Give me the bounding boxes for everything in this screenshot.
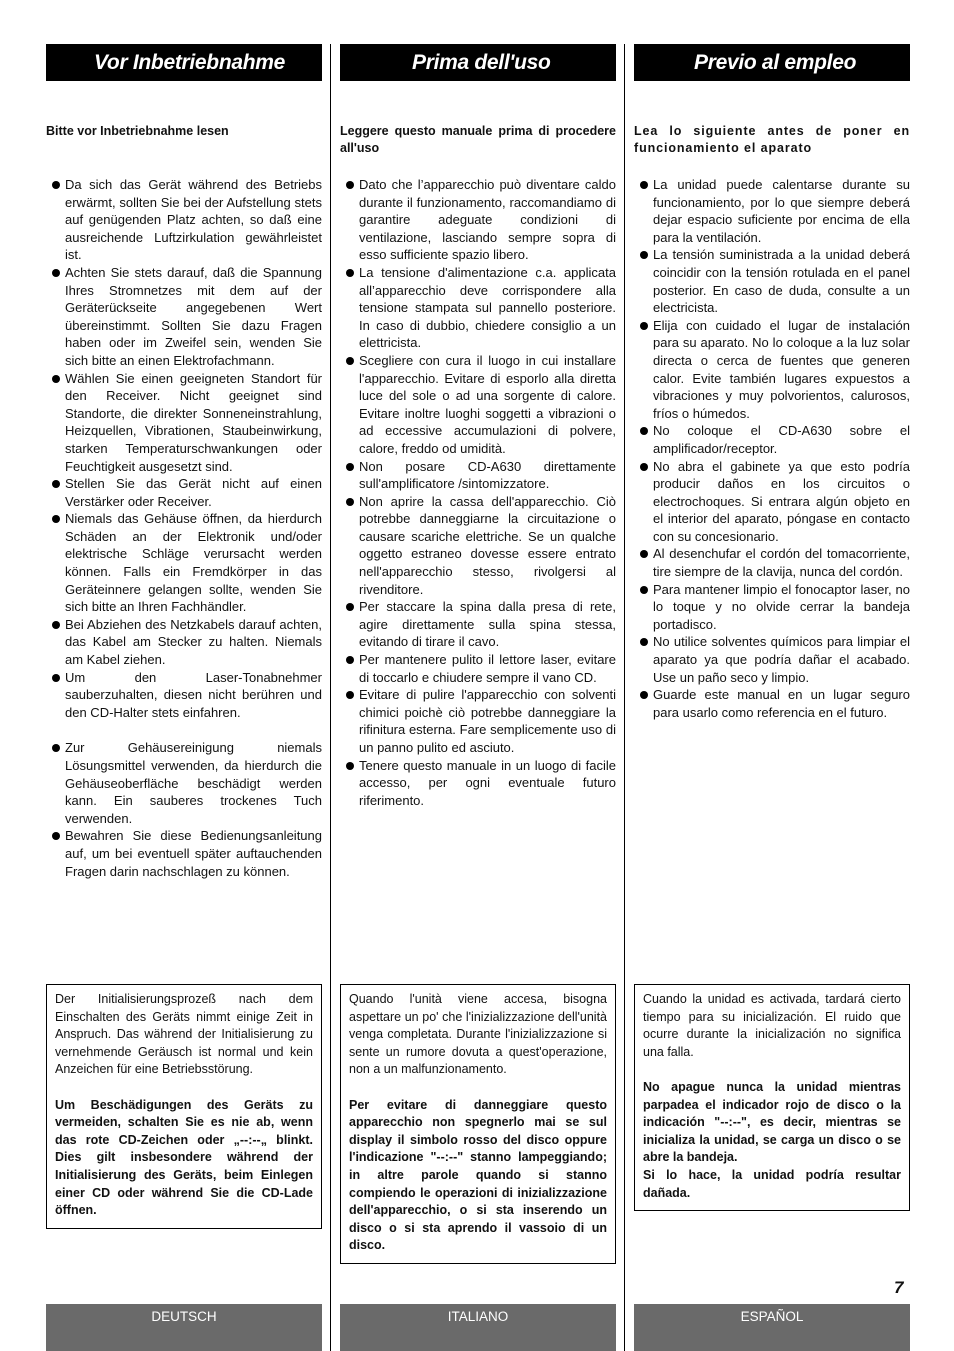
list-item: No coloque el CD-A630 sobre el amplificador/receptor. [634,422,910,457]
bullet-icon [640,586,648,594]
bullet-icon [640,638,648,646]
bullet-icon [640,251,648,259]
note-text: Der Initialisierungsprozeß nach dem Einschalten des Geräts nimmt einige Zeit in Anspruch. Das während der Initialisierung zu vernehmende Geräusch ist normal und kein Anzeichen für eine Betriebsstörung. [55,992,313,1077]
bullet-icon [346,357,354,365]
list-item: Non aprire la cassa dell'apparecchio. Ciò potrebbe danneggiarne la circuitazione o causare scariche elettriche. Se un qualche oggetto estraneo dovesse essere entrato nell'apparecchio stesso, rivolgersi al rivenditore. [340,493,616,599]
language-tab-italiano: ITALIANO [340,1304,616,1351]
list-item: Non posare CD-A630 direttamente sull'amplificatore /sintomizzatore. [340,458,616,493]
list-item: Scegliere con cura il luogo in cui installare l'apparecchio. Evitare di esporlo alla diretta luce del sole o ad una sorgente di calore. Evitare inoltre luoghi soggetti a vibrazioni o ad eccessive accumulazioni di polvere, calore, freddo od umidità. [340,352,616,458]
note-warning-extra: Si lo hace, la unidad podría resultar dañada. [643,1167,901,1200]
list-item: Per staccare la spina dalla presa di rete, agire direttamente sulla spina stessa, evitando di tirare il cavo. [340,598,616,651]
section-subheading: Lea lo siguiente antes de poner en funcionamiento el aparato [634,124,910,155]
section-subheading: Bitte vor Inbetriebnahme lesen [46,124,229,138]
bullet-icon [346,691,354,699]
column-spanish [634,44,910,721]
initialization-note-box [46,984,322,1229]
bullet-icon [52,832,60,840]
initialization-note-box [340,984,616,1264]
bullet-icon [52,744,60,752]
list-item: Zur Gehäusereinigung niemals Lösungsmittel verwenden, da hierdurch die Gehäuseoberfläche beschädigt werden kann. Ein sauberes trockenes Tuch verwenden. [46,739,322,827]
note-text: Quando l'unità viene accesa, bisogna aspettare un po' che l'inizializzazione dell'unità venga completata. Durante l'inizializzazione si sente un rumore dovuta a quest'operazione, non a un malfunzionamento. [349,992,607,1077]
bullet-icon [640,550,648,558]
bullet-icon [346,603,354,611]
bullet-icon [52,515,60,523]
bullet-list [46,176,322,880]
column-divider [624,44,625,1351]
bullet-icon [640,691,648,699]
note-warning: Per evitare di danneggiare questo apparecchio non spegnerlo mai se sul display il simbolo rosso del disco oppure l'indicazione "--:--" stanno lampeggiando; in altre parole quando si stanno compiendo le operazioni di inizializzazione dell'apparecchio, o si sta inserendo un disco o si sta aprendo il vassoio di un disco. [349,1097,607,1253]
list-item: La tensión suministrada a la unidad deberá coincidir con la tensión rotulada en el panel posterior. En caso de duda, consulte a un electricista. [634,246,910,316]
column-divider [330,44,331,1351]
list-item: Da sich das Gerät während des Betriebs erwärmt, sollten Sie bei der Aufstellung stets auf genügenden Platz achten, so daß eine ausreichende Luftzirkulation gewährleistet ist. [46,176,322,264]
page-number: 7 [894,1278,904,1297]
list-item: No abra el gabinete ya que esto podría producir daños en los circuitos o electrochoques. Si entrara algún objeto en el interior del aparato, póngase en contacto con su concesionario. [634,458,910,546]
list-item: Niemals das Gehäuse öffnen, da hierdurch Schäden an der Elektronik und/oder elektrische Schläge verursacht werden können. Falls ein Fremdkörper in das Geräteinnere gelangen sollte, wenden Sie sich bitte an Ihren Fachhändler. [46,510,322,616]
bullet-icon [52,674,60,682]
list-item: La tensione d'alimentazione c.a. applicata all’apparecchio deve corrispondere alla tensione stampata sul pannello posteriore. In caso di dubbio, chiedere consiglio a un elettricista. [340,264,616,352]
list-item: No utilice solventes químicos para limpiar el aparato ya que podría dañar el acabado. Use un paño seco y limpio. [634,633,910,686]
bullet-icon [640,322,648,330]
bullet-icon [640,181,648,189]
bullet-icon [346,181,354,189]
bullet-icon [346,656,354,664]
list-item: La unidad puede calentarse durante su funcionamiento, por lo que siempre deberá dejar espacio suficiente por encima de ella para la ventilación. [634,176,910,246]
list-item: Para mantener limpio el fonocaptor laser, no lo toque y no olvide cerrar la bandeja portadisco. [634,581,910,634]
initialization-note-box [634,984,910,1211]
list-item: Evitare di pulire l'apparecchio con solventi chimici poichè ciò potrebbe danneggiare la rifinitura esterna. Fare semplicemente uso di un panno pulito ed asciuto. [340,686,616,756]
bullet-icon [346,463,354,471]
section-title: Previo al empleo [634,44,910,81]
bullet-list [340,176,616,809]
list-item: Bewahren Sie diese Bedienungsanleitung auf, um bei eventuell später auftauchenden Fragen darin nachschlagen zu können. [46,827,322,880]
bullet-icon [52,480,60,488]
bullet-icon [640,427,648,435]
list-item: Elija con cuidado el lugar de instalación para su aparato. No lo coloque a la luz solar directa o cerca de fuentes que generen calor. Evite también lugares expuestos a vibraciones y muy polvorientos, calurosos, fríos o húmedos. [634,317,910,423]
section-title: Prima dell'uso [340,44,616,81]
bullet-icon [346,269,354,277]
bullet-icon [346,762,354,770]
bullet-icon [52,375,60,383]
language-tab-espanol: ESPAÑOL [634,1304,910,1351]
note-warning: No apague nunca la unidad mientras parpadea el indicador rojo de disco o la indicación "--:--", es decir, mientras se inicializa la unidad, se carga un disco o se abre la bandeja. [643,1079,901,1165]
bullet-icon [640,463,648,471]
column-german [46,44,322,880]
list-item: Guarde este manual en un lugar seguro para usarlo como referencia en el futuro. [634,686,910,721]
note-text: Cuando la unidad es activada, tardará cierto tiempo para su inicialización. El ruido que ocurre durante la inicialización no significa una falla. [643,992,901,1059]
list-item: Um den Laser-Tonabnehmer sauberzuhalten, diesen nicht berühren und den CD-Halter stets einfahren. [46,669,322,722]
column-italian [340,44,616,809]
bullet-icon [52,269,60,277]
section-subheading: Leggere questo manuale prima di procedere all'uso [340,124,616,155]
list-item: Stellen Sie das Gerät nicht auf einen Verstärker oder Receiver. [46,475,322,510]
section-title: Vor Inbetriebnahme [46,44,322,81]
language-tab-deutsch: DEUTSCH [46,1304,322,1351]
note-warning: Um Beschädigungen des Geräts zu vermeiden, schalten Sie es nie ab, wenn das rote CD-Zeichen oder „--:--„ blinkt. Dies gilt insbesondere während der Initialisierung des Geräts, beim Einlegen einer CD oder während Sie die CD-Lade öffnen. [55,1097,313,1218]
list-item: Dato che l’apparecchio può diventare caldo durante il funzionamento, raccomandiamo di garantire adeguate condizioni di ventilazione, lasciando sempre sopra di esso sufficiente spazio libero. [340,176,616,264]
list-item: Al desenchufar el cordón del tomacorriente, tire siempre de la clavija, nunca del cordón. [634,545,910,580]
list-item: Tenere questo manuale in un luogo di facile accesso, per ogni eventuale futuro riferimento. [340,757,616,810]
list-item: Bei Abziehen des Netzkabels darauf achten, das Kabel am Stecker zu halten. Niemals am Kabel ziehen. [46,616,322,669]
bullet-list [634,176,910,721]
bullet-icon [346,498,354,506]
list-item: Wählen Sie einen geeigneten Standort für den Receiver. Nicht geeignet sind Standorte, die direkter Sonneneinstrahlung, Heizquellen, Vibrationen, Staubeinwirkung, starken Temperaturschwankungen oder Feuchtigkeit ausgesetzt sind. [46,370,322,476]
list-item: Achten Sie stets darauf, daß die Spannung Ihres Stromnetzes mit dem auf der Geräterückseite angegebenen Wert übereinstimmt. Sollten Sie dazu Fragen haben oder im Zweifel sein, wenden Sie sich bitte an einen Elektrofachmann. [46,264,322,370]
bullet-icon [52,181,60,189]
bullet-icon [52,621,60,629]
list-item: Per mantenere pulito il lettore laser, evitare di toccarlo e chiudere sempre il vano CD. [340,651,616,686]
